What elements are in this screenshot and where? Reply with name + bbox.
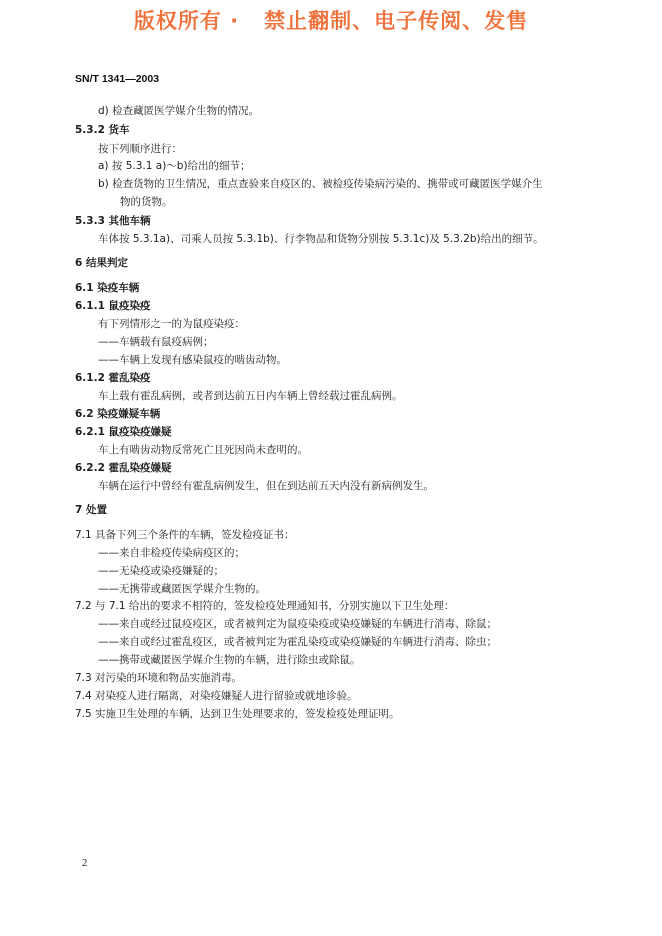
body-text-line: 按下列顺序进行：: [98, 143, 182, 155]
body-text-line: ——无染疫或染疫嫌疑的；: [98, 565, 224, 577]
body-text-line: 车辆在运行中曾经有霍乱病例发生，但在到达前五天内没有新病例发生。: [98, 480, 434, 492]
body-text-line: a) 按 5.3.1 a)～b)给出的细节；: [98, 160, 251, 172]
body-text-line: 7.3 对污染的环境和物品实施消毒。: [75, 672, 243, 684]
section-heading: 6 结果判定: [75, 257, 128, 269]
body-text-line: 车上载有霍乱病例，或者到达前五日内车辆上曾经载过霍乱病例。: [98, 390, 403, 402]
body-text-line: ——来自非检疫传染病疫区的；: [98, 547, 245, 559]
body-text-line: ——来自或经过鼠疫疫区，或者被判定为鼠疫染疫或染疫嫌疑的车辆进行消毒、除鼠；: [98, 618, 497, 630]
body-text-line: d) 检查藏匿医学媒介生物的情况。: [98, 105, 260, 117]
body-text-line: 7.5 实施卫生处理的车辆，达到卫生处理要求的，签发检疫处理证明。: [75, 708, 400, 720]
section-heading: 6.2 染疫嫌疑车辆: [75, 408, 161, 420]
copyright-watermark: 版权所有 · 禁止翻制、电子传阅、发售: [133, 9, 529, 33]
body-text-line: b) 检查货物的卫生情况，重点查验来自疫区的、被检疫传染病污染的、携带或可藏匿医学媒介生: [98, 178, 543, 190]
body-text-line: ——车辆上发现有感染鼠疫的啮齿动物。: [98, 354, 287, 366]
section-heading: 6.1.1 鼠疫染疫: [75, 300, 151, 312]
page-number: 2: [82, 858, 88, 869]
section-heading: 7 处置: [75, 504, 107, 516]
section-heading: 6.1.2 霍乱染疫: [75, 372, 151, 384]
body-text-line: ——车辆载有鼠疫病例；: [98, 336, 214, 348]
body-text-line: ——无携带或藏匿医学媒介生物的。: [98, 583, 266, 595]
body-text-line: ——携带或藏匿医学媒介生物的车辆，进行除虫或除鼠。: [98, 654, 361, 666]
standard-code: SN/T 1341—2003: [75, 73, 160, 85]
body-text-line: 7.2 与 7.1 给出的要求不相符的，签发检疫处理通知书，分别实施以下卫生处理：: [75, 600, 455, 612]
section-heading: 6.2.1 鼠疫染疫嫌疑: [75, 426, 172, 438]
body-text-line: 车上有啮齿动物反常死亡且死因尚未查明的。: [98, 444, 308, 456]
body-text-line: 7.4 对染疫人进行隔离，对染疫嫌疑人进行留验或就地诊验。: [75, 690, 358, 702]
section-heading: 5.3.2 货车: [75, 124, 130, 136]
body-text-line: 物的货物。: [120, 196, 173, 208]
section-heading: 6.2.2 霍乱染疫嫌疑: [75, 462, 172, 474]
body-text-line: ——来自或经过霍乱疫区，或者被判定为霍乱染疫或染疫嫌疑的车辆进行消毒、除虫；: [98, 636, 497, 648]
body-text-line: 车体按 5.3.1a)、司乘人员按 5.3.1b)、行李物品和货物分别按 5.3.1c)及 5.3.2b)给出的细节。: [98, 233, 544, 245]
body-text-line: 7.1 具备下列三个条件的车辆，签发检疫证书：: [75, 529, 295, 541]
body-text-line: 有下列情形之一的为鼠疫染疫：: [98, 318, 245, 330]
section-heading: 5.3.3 其他车辆: [75, 215, 151, 227]
section-heading: 6.1 染疫车辆: [75, 282, 140, 294]
